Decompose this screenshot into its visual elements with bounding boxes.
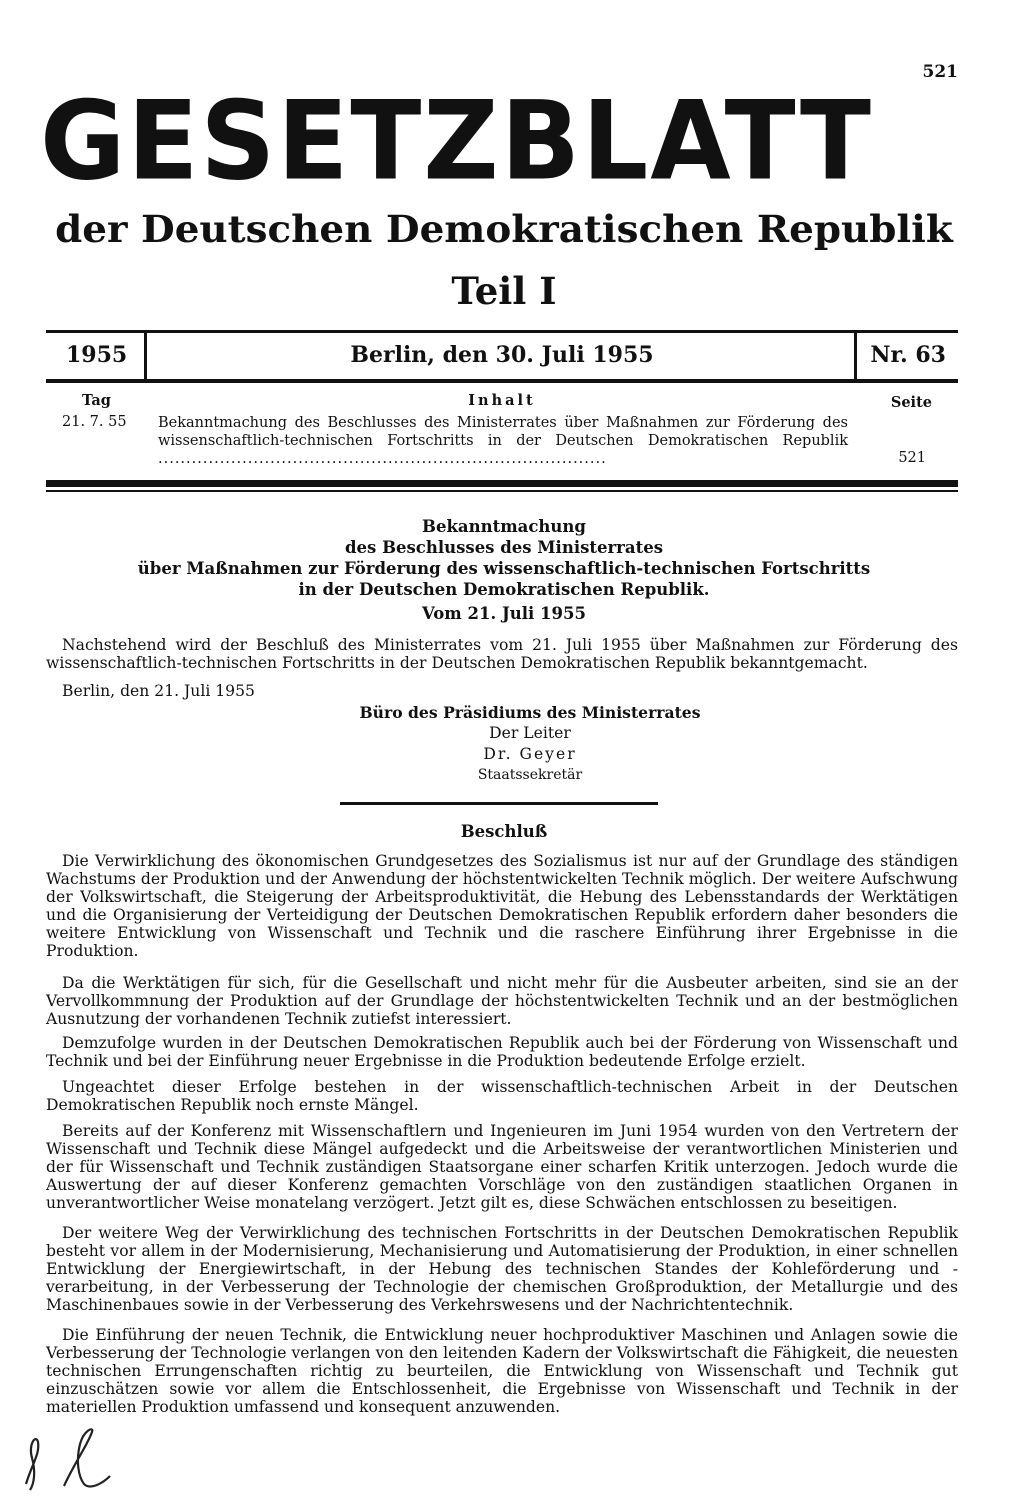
toc-entry-date: 21. 7. 55 — [62, 414, 127, 430]
masthead-subtitle: der Deutschen Demokratischen Republik — [55, 207, 953, 251]
issue-year: 1955 — [66, 342, 128, 368]
toc-column-contents: Inhalt — [468, 392, 536, 409]
place-and-date: Berlin, den 21. Juli 1955 — [62, 682, 255, 700]
issue-date-line: Berlin, den 30. Juli 1955 — [350, 342, 654, 368]
announcement-line: über Maßnahmen zur Förderung des wissenschaftlich-technischen Fortschritts — [137, 559, 871, 578]
announcement-heading — [40, 516, 968, 624]
announcement-date: Vom 21. Juli 1955 — [422, 604, 586, 623]
decision-paragraph-5: Bereits auf der Konferenz mit Wissenschaftlern und Ingenieuren im Juni 1954 wurden von den Vertretern der Wissenschaft und Technik diese Mängel aufgedeckt und die Arbeitsweise der verantwortlichen Ministerien und der für Wissenschaft und Technik zuständigen Staatsorgane einer scharfen Kritik unterzogen. Jedoch wurde die Auswertung der auf dieser Konferenz gemachten Vorschläge von den zuständigen staatlichen Organen in unverantwortlicher Weise monatelang verzögert. Jetzt gilt es, diese Schwächen entschlossen zu beseitigen. — [46, 1122, 958, 1212]
toc-column-day: Tag — [82, 392, 111, 409]
signatory-office: Büro des Präsidiums des Ministerrates — [359, 703, 701, 722]
announcement-intro: Nachstehend wird der Beschluß des Ministerrates vom 21. Juli 1955 über Maßnahmen zur Förderung des wissenschaftlich-technischen Fortschritts in der Deutschen Demokratischen Republik bekanntgemacht. — [46, 636, 958, 672]
masthead-part: Teil I — [451, 269, 557, 313]
decision-title: Beschluß — [460, 822, 548, 841]
announcement-line: des Beschlusses des Ministerrates — [345, 538, 663, 557]
header-divider — [854, 333, 857, 379]
toc-entry-page: 521 — [898, 450, 926, 466]
toc-column-page: Seite — [890, 394, 932, 411]
decision-paragraph-1: Die Verwirklichung des ökonomischen Grundgesetzes des Sozialismus ist nur auf der Grundlage des ständigen Wachstums der Produktion und der Anwendung der höchstentwickelten Technik möglich. Der weitere Aufschwung der Volkswirtschaft, die Steigerung der Arbeitsproduktivität, die Hebung des Lebensstandards der Werktätigen und die Organisierung der Verteidigung der Deutschen Demokratischen Republik erfordern daher besonders die weitere Entwicklung von Wissenschaft und Technik und die raschere Einführung ihrer Ergebnisse in die Produktion. — [46, 852, 958, 960]
decision-paragraph-7: Die Einführung der neuen Technik, die Entwicklung neuer hochproduktiver Maschinen und Anlagen sowie die Verbesserung der Technologie verlangen von den leitenden Kadern der Volkswirtschaft die Fähigkeit, die neuesten technischen Errungenschaften richtig zu beurteilen, die Entwicklung von Wissenschaft und Technik gut einzuschätzen sowie vor allem die Entschlossenheit, die Ergebnisse von Wissenschaft und Technik in der materiellen Produktion umfassend und konsequent anzuwenden. — [46, 1326, 958, 1416]
decision-paragraph-6: Der weitere Weg der Verwirklichung des technischen Fortschritts in der Deutschen Demokratischen Republik besteht vor allem in der Modernisierung, Mechanisierung und Automatisierung der Produktion, in einer schnellen Entwicklung der Energiewirtschaft, in der Hebung des technischen Standes der Kohleförderung und -verarbeitung, in der Verbesserung der Technologie der chemischen Großproduktion, der Metallurgie und des Maschinenbaues sowie in der Verbesserung des Verkehrswesens und der Nachrichtentechnik. — [46, 1224, 958, 1314]
signatory-title: Staatssekretär — [477, 767, 583, 783]
toc-entry-text — [158, 414, 848, 468]
table-of-contents — [46, 388, 958, 478]
page-number: 521 — [922, 62, 958, 82]
section-rule-thick — [46, 480, 958, 487]
issue-header-bar — [46, 330, 958, 383]
signatory-role: Der Leiter — [489, 724, 571, 742]
handwritten-mark — [18, 1424, 138, 1494]
issue-number: Nr. 63 — [870, 342, 946, 368]
header-divider — [144, 333, 147, 379]
decision-paragraph-4: Ungeachtet dieser Erfolge bestehen in der wissenschaftlich-technischen Arbeit in der Deutschen Demokratischen Republik noch ernste Mängel. — [46, 1078, 958, 1114]
toc-entry-title: Bekanntmachung des Beschlusses des Ministerrates über Maßnahmen zur Förderung des wissenschaftlich-technischen Fortschritts in der Deutschen Demokratischen Republik — [158, 415, 848, 449]
section-rule-thin — [46, 490, 958, 492]
masthead-title: GESETZBLATT — [40, 76, 873, 205]
section-divider — [340, 802, 658, 805]
announcement-line: in der Deutschen Demokratischen Republik. — [298, 580, 710, 599]
signature-block — [280, 702, 780, 786]
toc-entry-leader: ................................................................................ — [158, 451, 607, 467]
decision-paragraph-2: Da die Werktätigen für sich, für die Gesellschaft und nicht mehr für die Ausbeuter arbeiten, sind sie an der Vervollkommnung der Produktion auf der Grundlage der höchstentwickelten Technik und an der bestmöglichen Ausnutzung der vorhandenen Technik zutiefst interessiert. — [46, 974, 958, 1028]
signatory-name: Dr. Geyer — [483, 745, 577, 763]
decision-paragraph-3: Demzufolge wurden in der Deutschen Demokratischen Republik auch bei der Förderung von Wissenschaft und Technik und bei der Einführung neuer Ergebnisse in die Produktion bedeutende Erfolge erzielt. — [46, 1034, 958, 1070]
announcement-line: Bekanntmachung — [422, 517, 586, 536]
